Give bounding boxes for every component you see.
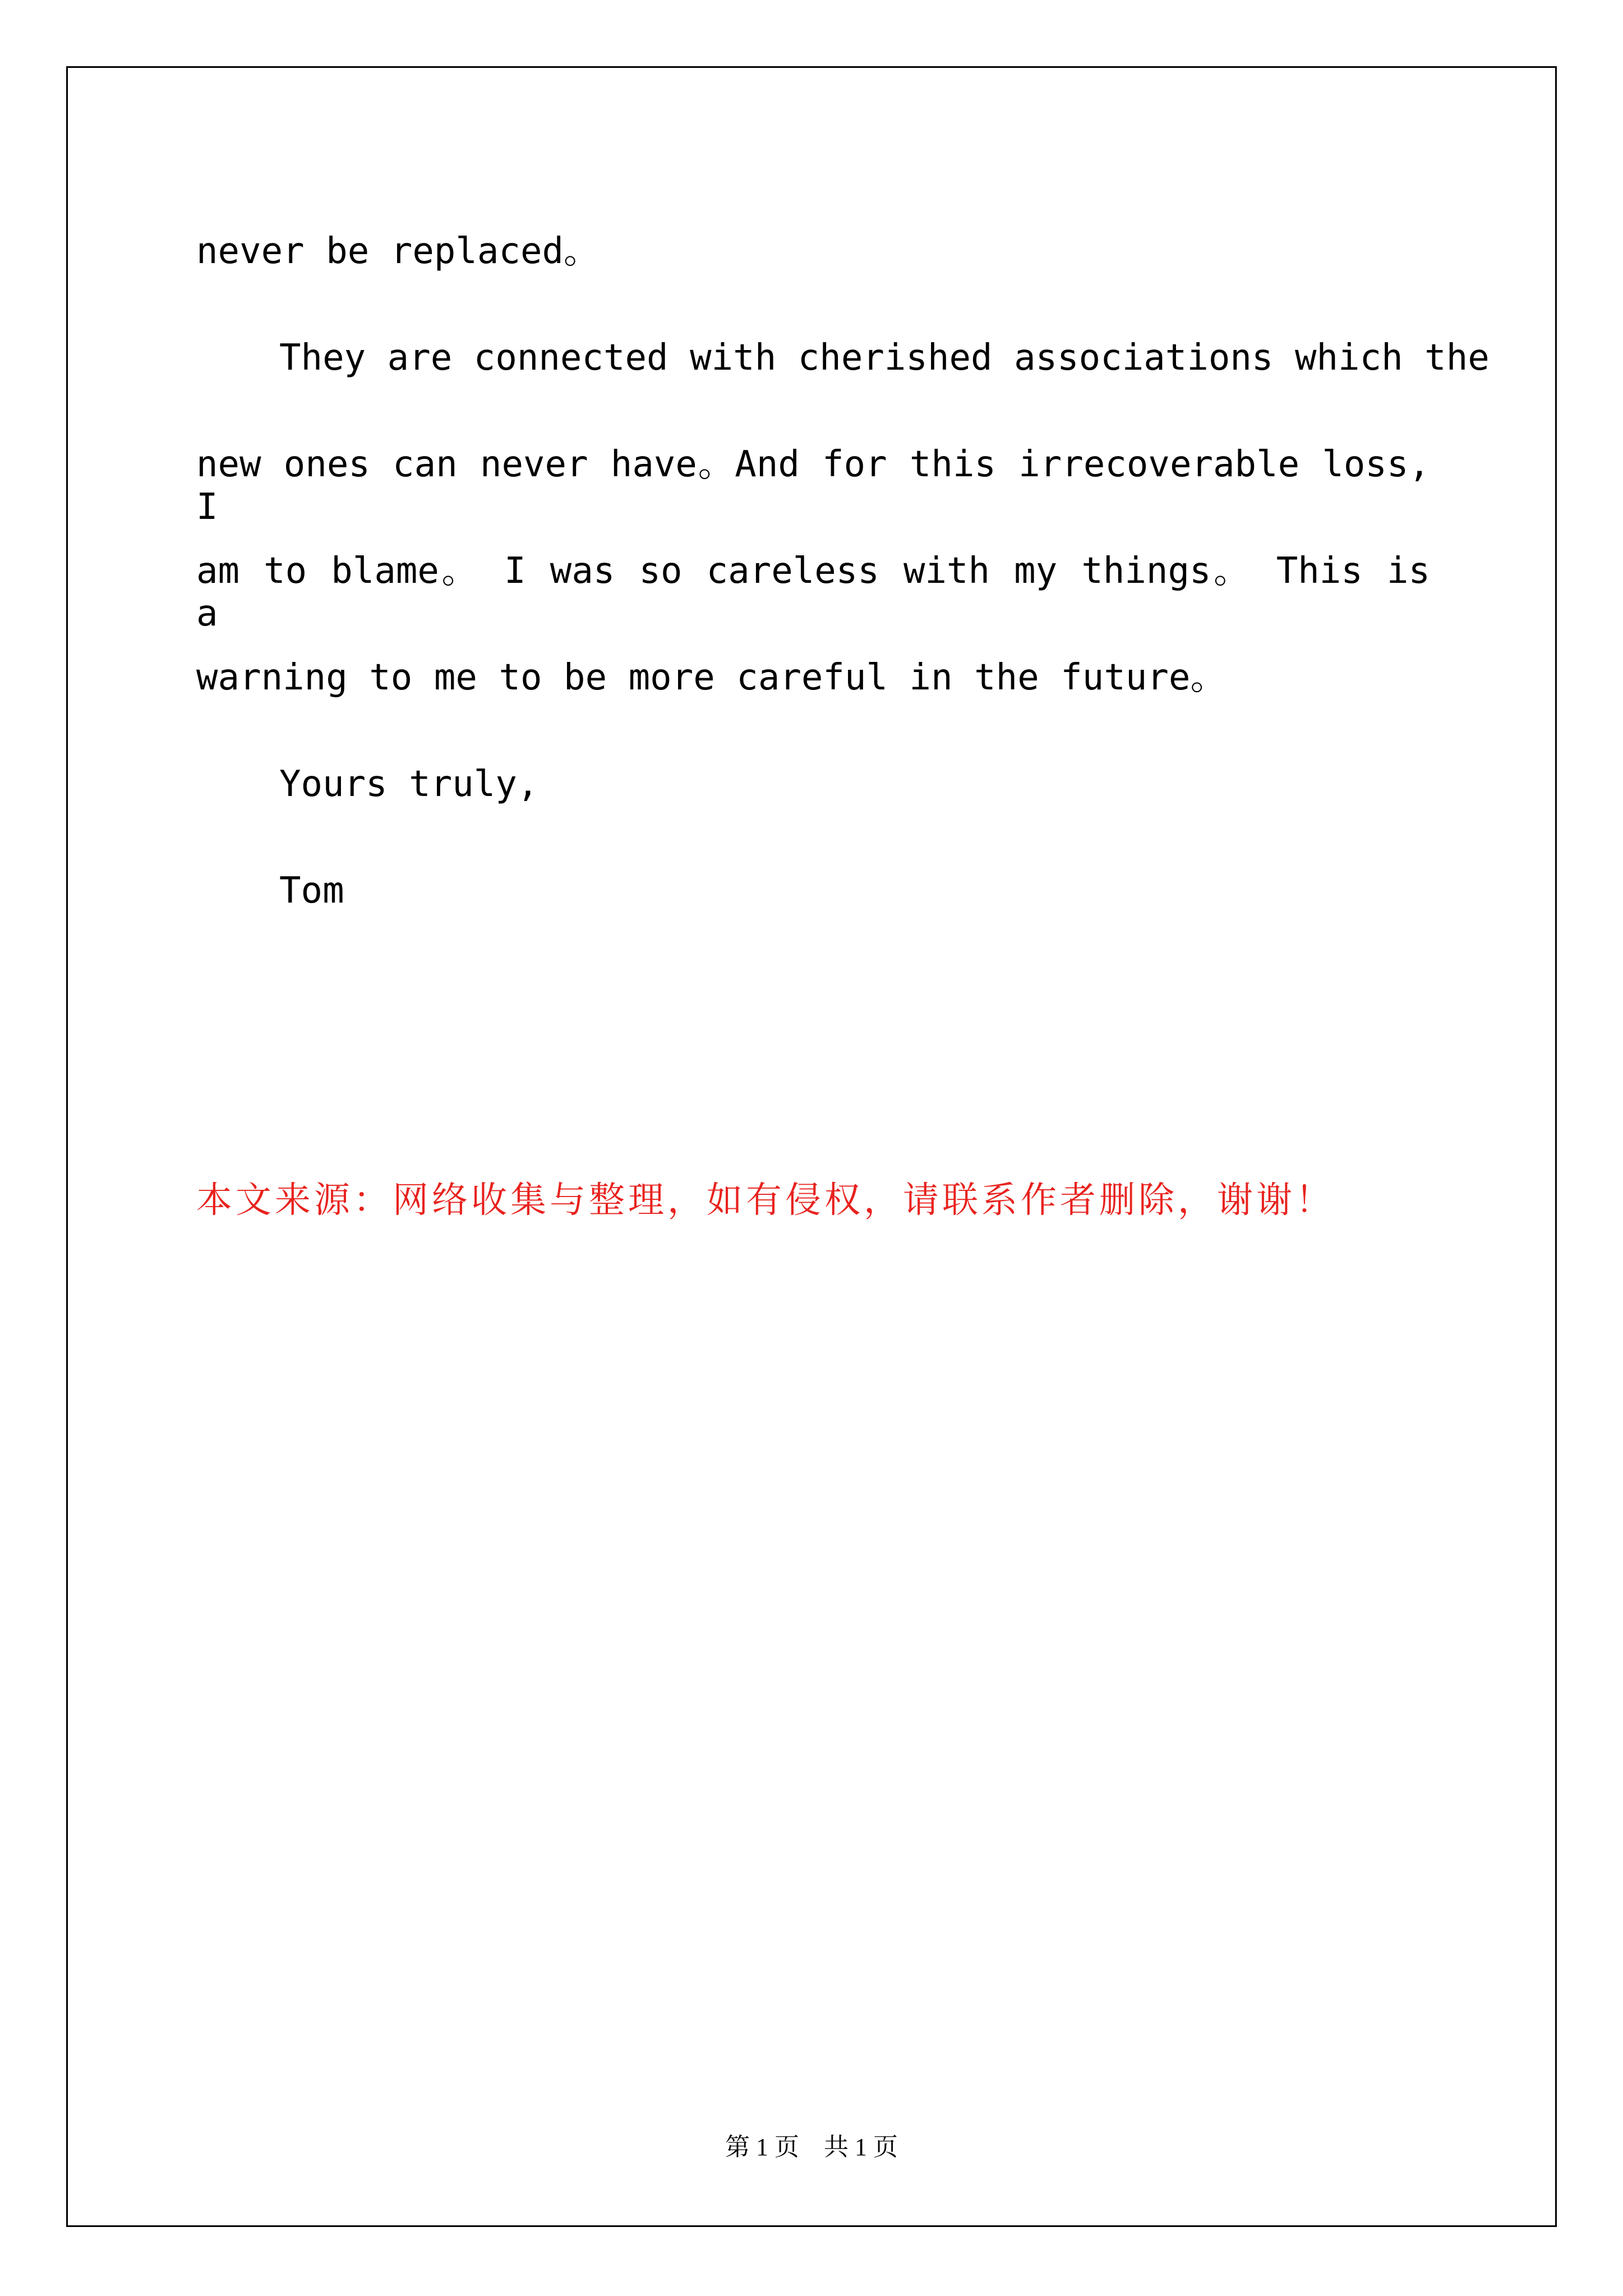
page-border — [66, 66, 1557, 2227]
closing-salutation: Yours truly, — [279, 763, 539, 805]
body-line-4: am to blame。 I was so careless with my things。 This is a — [196, 550, 1430, 634]
page-number-footer: 第 1 页 共 1 页 — [725, 2133, 898, 2161]
body-line-2: They are connected with cherished associations which the — [279, 337, 1490, 379]
copyright-notice: 本文来源：网络收集与整理，如有侵权，请联系作者删除，谢谢！ — [196, 1180, 1335, 1221]
body-line-5: warning to me to be more careful in the future。 — [196, 657, 1227, 698]
signature-name: Tom — [279, 870, 344, 912]
body-line-1: never be replaced。 — [196, 231, 600, 272]
body-line-3: new ones can never have。And for this irrecoverable loss, I — [196, 444, 1430, 528]
